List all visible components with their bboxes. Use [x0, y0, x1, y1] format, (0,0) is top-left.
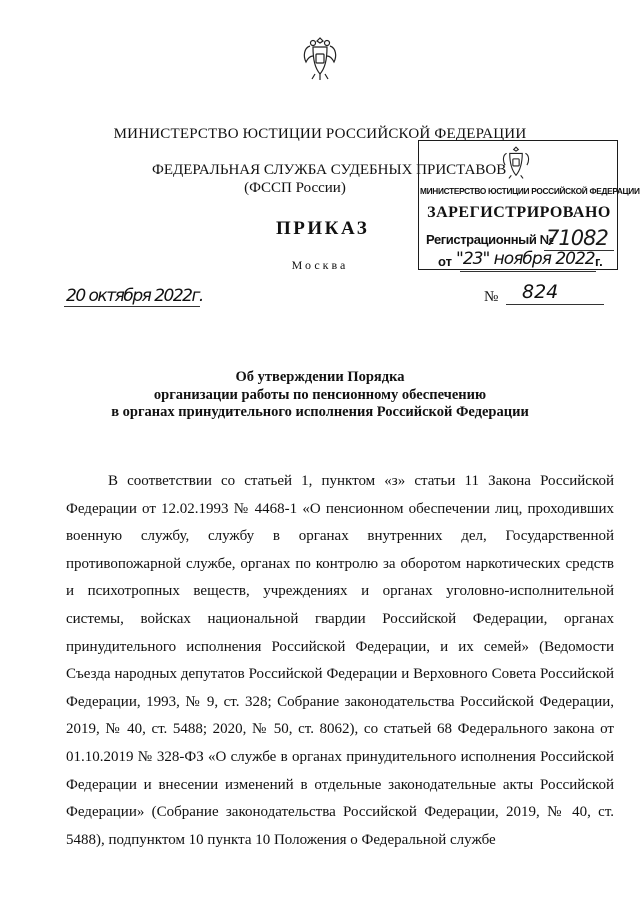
stamp-registration-number-label: Регистрационный №: [426, 232, 554, 247]
order-number: 824: [522, 281, 559, 303]
document-heading: [0, 369, 640, 422]
stamp-date-prefix: от: [438, 254, 452, 269]
order-number-underline: [506, 304, 604, 305]
ministry-name: МИНИСТЕРСТВО ЮСТИЦИИ РОССИЙСКОЙ ФЕДЕРАЦИИ: [113, 126, 527, 142]
heading-line: организации работы по пенсионному обеспечению: [153, 386, 487, 403]
heading-line: в органах принудительного исполнения Российской Федерации: [111, 404, 529, 420]
order-date: 20 октября 2022г.: [66, 286, 203, 306]
order-number-label: №: [484, 289, 499, 305]
stamp-date: "23" ноября 2022: [456, 249, 595, 269]
stamp-registered-label: ЗАРЕГИСТРИРОВАНО: [427, 204, 611, 221]
heading-line: Об утверждении Порядка: [235, 369, 405, 385]
stamp-ministry-name: МИНИСТЕРСТВО ЮСТИЦИИ РОССИЙСКОЙ ФЕДЕРАЦИИ: [420, 186, 640, 196]
city-name: Москва: [291, 258, 349, 272]
stamp-registration-number: 71082: [546, 226, 608, 250]
stamp-date-suffix: г.: [595, 254, 603, 269]
coat-of-arms-icon: [500, 144, 532, 180]
document-type-title: ПРИКАЗ: [276, 218, 370, 239]
order-date-underline: [64, 306, 200, 307]
service-abbreviation: (ФССП России): [244, 180, 346, 196]
body-paragraph: В соответствии со статьей 1, пунктом «з» статьи 11 Закона Российской Федерации от 12.02.1993 № 4468-1 «О пенсионном обеспечении лиц, проходивших военную службу, службу в органах внутренних дел, Государственной противопожарной службе, органах по контролю за оборотом наркотических средств и психотропных веществ, учреждениях и органах уголовно-исполнительной системы, войсках национальной гвардии Российской Федерации, органах принудительного исполнения Российской Федерации, и их семей» (Ведомости Съезда народных депутатов Российской Федерации и Верховного Совета Российской Федерации, 1993, № 9, ст. 328; Собрание законодательства Российской Федерации, 2019, № 40, ст. 5488; 2020, № 50, ст. 8062), со статьей 68 Федерального закона от 01.10.2019 № 328-ФЗ «О службе в органах принудительного исполнения Российской Федерации и внесении изменений в отдельные законодательные акты Российской Федерации» (Собрание законодательства Российской Федерации, 2019, № 40, ст. 5488), подпунктом 10 пункта 10 Положения о Федеральной службе: [66, 473, 614, 848]
document-body: [66, 468, 614, 854]
service-name: ФЕДЕРАЛЬНАЯ СЛУЖБА СУДЕБНЫХ ПРИСТАВОВ: [152, 162, 507, 178]
stamp-date-underline: [460, 271, 596, 272]
coat-of-arms-icon: [300, 32, 340, 82]
